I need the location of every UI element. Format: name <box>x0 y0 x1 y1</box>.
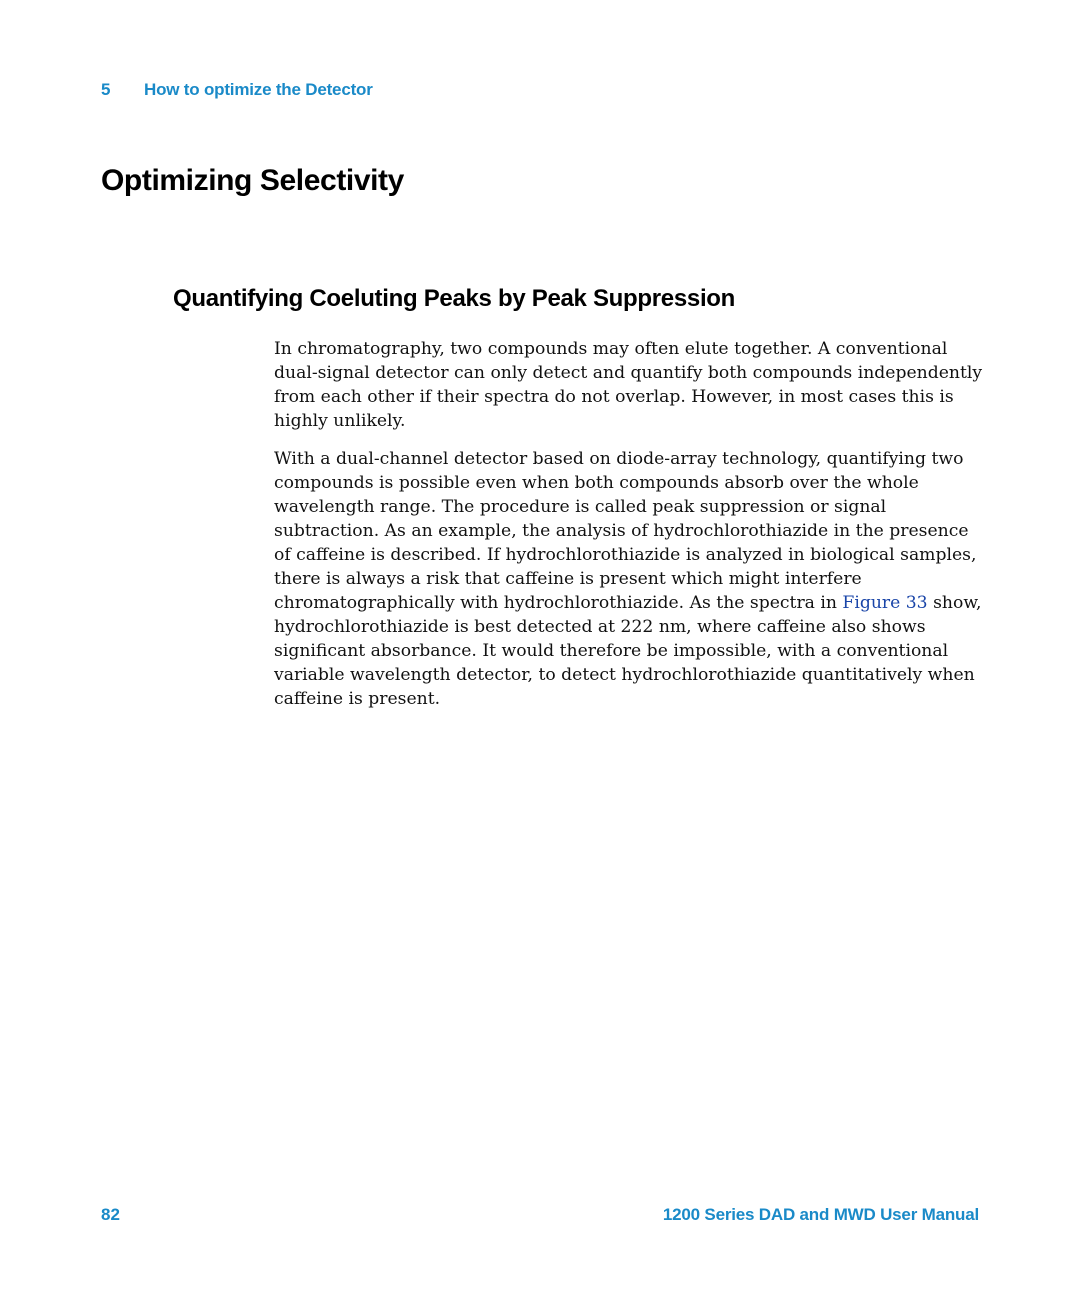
paragraph-1: In chromatography, two compounds may often elute together. A conventional dual-signal detector can only detect and quantify both compounds independently from each other if their spectra do not overlap. However, in most cases this is highly unlikely. <box>274 339 983 431</box>
paragraph-2-part-1: With a dual-channel detector based on diode-array technology, quantifying two compounds is possible even when both compounds absorb over the whole wavelength range. The procedure is called peak suppression or signal subtraction. As an example, the analysis of hydrochlorothiazide in the presence of caffeine is described. If hydrochlorothiazide is analyzed in biological samples, there is always a risk that caffeine is present which might interfere chromatographically with hydrochlorothiazide. As the spectra in <box>274 449 977 613</box>
paragraph-2 <box>274 447 984 711</box>
section-title: Optimizing Selectivity <box>101 164 404 197</box>
chapter-title: How to optimize the Detector <box>144 80 373 99</box>
running-header <box>101 80 373 100</box>
page-number: 82 <box>101 1205 120 1224</box>
subsection-title: Quantifying Coeluting Peaks by Peak Suppression <box>173 285 736 312</box>
chapter-number: 5 <box>101 80 111 99</box>
body-text <box>274 337 984 725</box>
manual-title: 1200 Series DAD and MWD User Manual <box>662 1205 979 1224</box>
figure-33-link[interactable]: Figure 33 <box>842 593 928 613</box>
paragraph-2-part-2: show, hydrochlorothiazide is best detected at 222 nm, where caffeine also shows significant absorbance. It would therefore be impossible, with a conventional variable wavelength detector, to detect hydrochlorothiazide quantitatively when caffeine is present. <box>274 593 982 709</box>
